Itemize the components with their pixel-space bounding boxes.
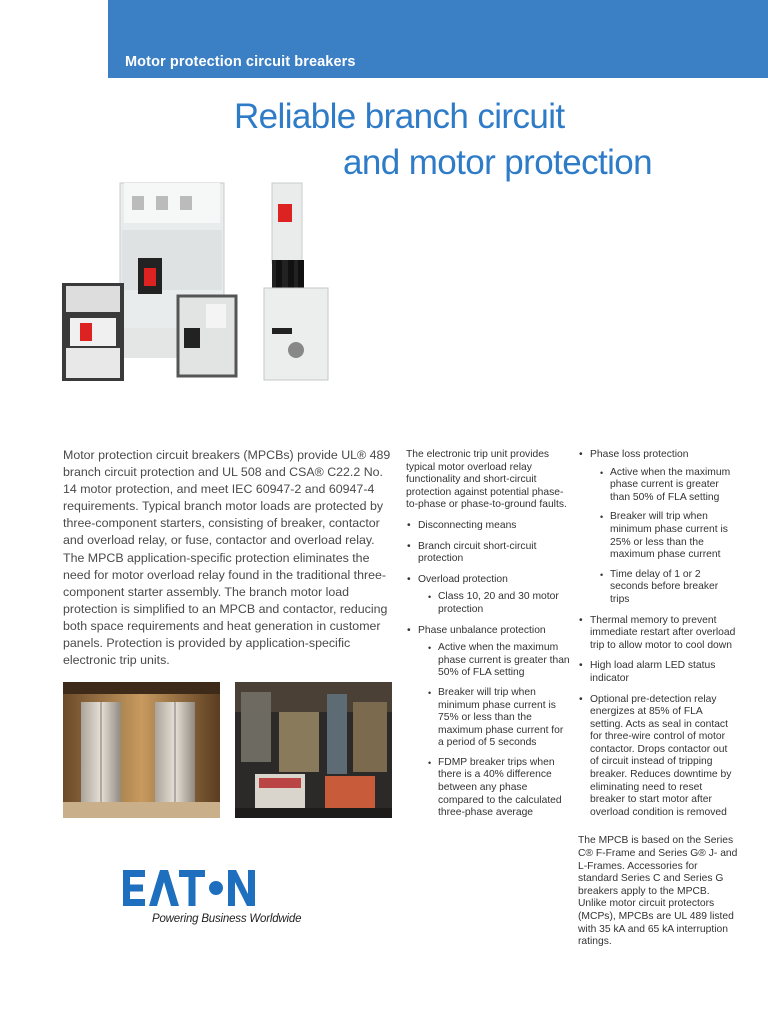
sub-list-item: • Active when the maximum phase current is greater than 50% of FLA setting bbox=[590, 467, 738, 505]
sub-list-item: • FDMP breaker trips when there is a 40% difference between any phase compared to the calculated three-phase average bbox=[418, 757, 571, 820]
feature-column-1 bbox=[406, 449, 571, 828]
list-item-label: Phase unbalance protection bbox=[418, 624, 546, 636]
list-item bbox=[406, 574, 571, 617]
sub-list-item: • Breaker will trip when minimum phase current is 25% or less than the maximum phase current bbox=[590, 511, 738, 561]
feature-column-2 bbox=[578, 449, 738, 957]
circuit-breaker-product-photo bbox=[60, 178, 380, 388]
list-item: • Branch circuit short-circuit protection bbox=[406, 541, 571, 566]
brand-tagline: Powering Business Worldwide bbox=[152, 913, 302, 925]
list-item-label: Phase loss protection bbox=[590, 449, 689, 460]
sub-list bbox=[418, 642, 571, 820]
list-item: • Thermal memory to prevent immediate restart after overload trip to allow motor to cool down bbox=[578, 615, 738, 653]
headline-line-1: Reliable branch circuit bbox=[234, 97, 565, 136]
sub-list-item: • Class 10, 20 and 30 motor protection bbox=[418, 591, 571, 616]
trip-unit-lead: The electronic trip unit provides typical motor overload relay functionality and short-circuit protection against potential phase-to-phase or phase-to-ground faults. bbox=[406, 449, 567, 511]
headline-line-2: and motor protection bbox=[343, 143, 653, 182]
list-item bbox=[406, 625, 571, 820]
list-item-label: Overload protection bbox=[418, 573, 508, 585]
sub-list-item: • Active when the maximum phase current is greater than 50% of FLA setting bbox=[418, 642, 571, 680]
feature-list-1 bbox=[406, 520, 571, 820]
header-band bbox=[108, 0, 768, 78]
intro-paragraph bbox=[63, 447, 393, 669]
sub-list-item: • Time delay of 1 or 2 seconds before breaker trips bbox=[590, 569, 738, 607]
list-item: • Optional pre-detection relay energizes at 85% of FLA setting. Acts as seal in contact for three-wire control of motor contactor. Drops contactor out of circuit instead of tripping breaker. Reduces downtime by eliminating need to reset breaker to start motor after overload condition is removed bbox=[578, 694, 738, 820]
industrial-control-room-photo bbox=[235, 682, 392, 818]
feature-list-2 bbox=[578, 449, 738, 819]
elevator-lobby-photo bbox=[63, 682, 220, 818]
eaton-logo bbox=[123, 868, 256, 908]
list-item: • High load alarm LED status indicator bbox=[578, 660, 738, 685]
intro-text: Motor protection circuit breakers (MPCBs) provide UL® 489 branch circuit protection and UL 508 and CSA® C22.2 No. 14 motor protection, and meet IEC 60947-2 and 60947-4 requirements. Typical branch motor loads are protected by three-component starters, consisting of breaker, contactor and overload relay, or fuse, contactor and overload relay. The MPCB application-specific protection eliminates the need for motor overload relay found in the traditional three-component starter assembly. The branch motor load protection is simplified to an MPCB and contactor, reducing both space requirements and heat generation in customer panels. Protection is provided by application-specific electronic trip units. bbox=[63, 448, 391, 668]
list-item bbox=[578, 449, 738, 607]
section-title: Motor protection circuit breakers bbox=[125, 54, 356, 70]
sub-list-item: • Breaker will trip when minimum phase current is 75% or less than the maximum phase current for a period of 5 seconds bbox=[418, 687, 571, 750]
sub-list bbox=[418, 591, 571, 616]
closing-paragraph: The MPCB is based on the Series C® F-Frame and Series G® J- and L-Frames. Accessories for standard Series C and Series G breakers apply to the MPCB. Unlike motor circuit protectors (MCPs), MPCBs are UL 489 listed with 35 kA and 65 kA interruption ratings. bbox=[578, 835, 738, 948]
sub-list bbox=[590, 467, 738, 607]
list-item: • Disconnecting means bbox=[406, 520, 571, 533]
